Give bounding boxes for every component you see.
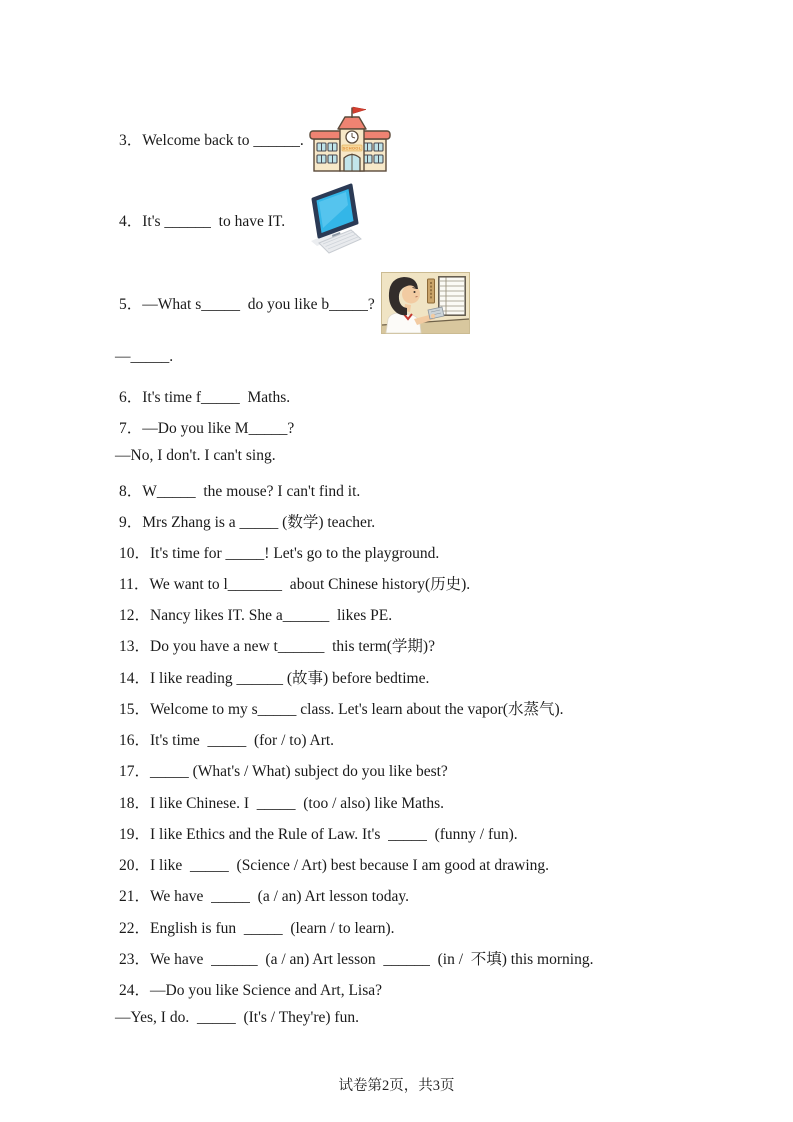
question-21 <box>119 884 409 906</box>
answer-text: —Yes, I do. _____ (It's / They're) fun. <box>115 1009 359 1026</box>
question-text: 3．Welcome back to ______. <box>119 132 304 149</box>
question-23 <box>119 947 593 969</box>
page-number-text: 试卷第2页，共3页 <box>338 1078 455 1094</box>
question-text: 7．—Do you like M_____? <box>119 420 295 437</box>
girl-timetable-image <box>381 272 470 334</box>
question-18 <box>119 791 444 813</box>
question-3 <box>119 105 392 173</box>
question-text: 10．It's time for _____! Let's go to the playground. <box>119 545 440 562</box>
question-text: 15．Welcome to my s_____ class. Let's learn about the vapor(水蒸气). <box>119 701 564 718</box>
question-11 <box>119 572 470 594</box>
clock-icon <box>346 131 358 143</box>
question-8 <box>119 479 360 501</box>
school-sign-label: SCHOOL <box>342 145 362 151</box>
question-12 <box>119 603 392 625</box>
question-5 <box>119 272 470 334</box>
answer-text: —No, I don't. I can't sing. <box>115 447 276 464</box>
question-19 <box>119 822 518 844</box>
question-13 <box>119 634 435 656</box>
question-text: 20．I like _____ (Science / Art) best because I am good at drawing. <box>119 857 550 874</box>
answer-line-24 <box>115 1009 359 1027</box>
page-footer <box>0 1074 793 1095</box>
question-text: 22．English is fun _____ (learn / to learn). <box>119 920 395 937</box>
answer-line-7 <box>115 447 276 465</box>
question-text: 23．We have ______ (a / an) Art lesson ______ (in / 不填) this morning. <box>119 951 594 968</box>
question-text: 5．—What s_____ do you like b_____? <box>119 296 375 313</box>
question-9 <box>119 510 375 532</box>
question-text: 18．I like Chinese. I _____ (too / also) like Maths. <box>119 795 445 812</box>
answer-text: —_____. <box>115 348 174 365</box>
question-text: 12．Nancy likes IT. She a______ likes PE. <box>119 607 393 624</box>
question-20 <box>119 853 549 875</box>
school-building-image <box>308 105 392 173</box>
answer-line-5 <box>115 348 173 366</box>
question-10 <box>119 541 439 563</box>
question-4 <box>119 183 363 256</box>
question-6 <box>119 385 290 407</box>
question-15 <box>119 697 563 719</box>
question-text: 4．It's ______ to have IT. <box>119 212 286 230</box>
question-7 <box>119 416 294 438</box>
question-text: 9．Mrs Zhang is a _____ (数学) teacher. <box>119 514 376 531</box>
question-24 <box>119 978 382 1000</box>
question-text: 14．I like reading ______ (故事) before bedtime. <box>119 670 430 687</box>
question-22 <box>119 916 395 938</box>
question-text: 19．I like Ethics and the Rule of Law. It's _____ (funny / fun). <box>119 826 518 843</box>
question-text: 16．It's time _____ (for / to) Art. <box>119 732 335 749</box>
question-16 <box>119 728 334 750</box>
wall-plaque <box>427 279 434 303</box>
question-text: 13．Do you have a new t______ this term(学期)? <box>119 638 435 655</box>
question-text: 11．We want to l_______ about Chinese history(历史). <box>119 576 471 593</box>
question-text: 8．W_____ the mouse? I can't find it. <box>119 483 361 500</box>
question-text: 17．_____ (What's / What) subject do you like best? <box>119 763 448 780</box>
question-17 <box>119 759 448 781</box>
question-text: 6．It's time f_____ Maths. <box>119 389 291 406</box>
desktop-computer-image <box>299 183 363 256</box>
question-14 <box>119 666 429 688</box>
question-text: 21．We have _____ (a / an) Art lesson today. <box>119 888 410 905</box>
question-text: 24．—Do you like Science and Art, Lisa? <box>119 982 383 999</box>
